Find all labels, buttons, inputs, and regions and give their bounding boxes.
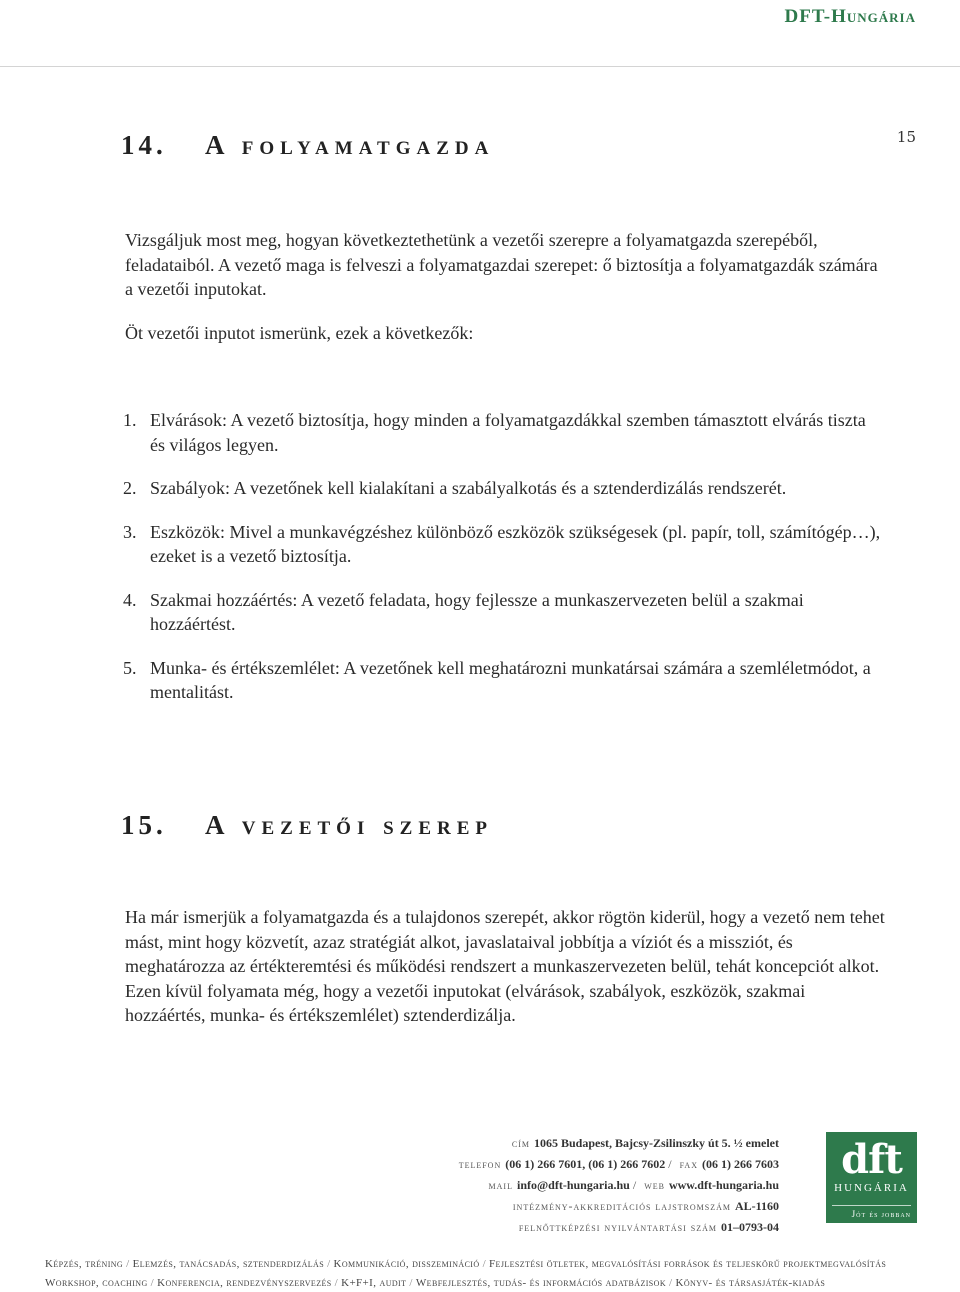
list-item-text: Eszközök: Mivel a munkavégzéshez különböző eszközök szükségesek (pl. papír, toll, számítógép…), ezeket is a vezető biztosítja. xyxy=(150,521,881,566)
list-item-text: Elvárások: A vezető biztosítja, hogy minden a folyamatgazdákkal szemben támasztott elvárás tiszta és világos legyen. xyxy=(150,410,866,455)
section-14-title: A folyamatgazda xyxy=(205,130,495,160)
list-item xyxy=(123,656,883,705)
list-item xyxy=(123,520,883,569)
section-15-title: A vezetői szerep xyxy=(205,810,494,840)
contact-registry: felnőttképzési nyilvántartási szám 01–0793-04 xyxy=(518,1220,779,1234)
list-item-number: 4. xyxy=(123,589,137,610)
inputs-list xyxy=(123,408,883,724)
page-number: 15 xyxy=(896,128,916,146)
contact-address: cím 1065 Budapest, Bajcsy-Zsilinszky út 5. ½ emelet xyxy=(511,1136,779,1150)
list-item-number: 1. xyxy=(123,410,137,430)
list-item xyxy=(123,408,883,457)
brand-name: DFT-Hungária xyxy=(784,6,916,27)
list-item-text: Szabályok: A vezetőnek kell kialakítani a szabályalkotás és a sztenderdizálás rendszerét. xyxy=(150,478,787,498)
list-item-number: 3. xyxy=(123,521,137,542)
section-15-body: Ha már ismerjük a folyamatgazda és a tulajdonos szerepét, akkor rögtön kiderül, hogy a vezető nem tehet mást, mint hogy közvetít, azaz stratégiát alkot, javaslataival jobbítja a víziót és a missziót, és meghatározza az értékteremtési és működési rendszert a munkaszervezeten belül, tehát koncepciót alkot. Ezen kívül folyamata még, hogy a vezetői inputokat (elvárások, szabályok, eszközök, szakmai hozzáértés, munka- és értékszemlélet) sztenderdizálja. xyxy=(125,907,885,1025)
header-divider xyxy=(0,66,960,67)
list-item-text: Szakmai hozzáértés: A vezető feladata, hogy fejlessze a munkaszervezeten belül a szakmai hozzáértést. xyxy=(150,589,804,634)
section-14-heading xyxy=(121,130,494,161)
footer-services-line-2: Workshop, coaching / Konferencia, rendezvényszervezés / K+F+I, audit / Webfejlesztés, tudás- és információs adatbázisok / Könyv- és társasjáték-kiadás xyxy=(45,1277,826,1289)
section-15-heading xyxy=(121,810,493,841)
section-14-lead: Öt vezetői inputot ismerünk, ezek a következők: xyxy=(125,323,474,343)
contact-mail: mail info@dft-hungaria.hu / web www.dft-hungaria.hu xyxy=(488,1178,779,1192)
contact-accreditation: intézmény-akkreditációs lajstromszám AL-1160 xyxy=(512,1199,779,1213)
list-item xyxy=(123,588,883,637)
list-item-text: Munka- és értékszemlélet: A vezetőnek kell meghatározni munkatársai számára a szemléletmódot, a mentalitást. xyxy=(150,657,871,702)
list-item xyxy=(123,476,883,501)
section-14-number: 14. xyxy=(121,130,167,160)
list-item-number: 2. xyxy=(123,478,137,498)
section-15-number: 15. xyxy=(121,810,167,840)
dft-logo: dft HUNGÁRIA Jót és jobban xyxy=(826,1132,917,1223)
contact-phone: telefon (06 1) 266 7601, (06 1) 266 7602 / fax (06 1) 266 7603 xyxy=(458,1157,779,1171)
footer-services-line-1: Képzés, tréning / Elemzés, tanácsadás, sztenderdizálás / Kommunikáció, disszemináció / Fejlesztési ötletek, megvalósítási források és teljeskörű projektmegvalósítás xyxy=(45,1258,887,1270)
contact-block xyxy=(459,1133,779,1238)
list-item-number: 5. xyxy=(123,657,137,678)
section-14-intro: Vizsgáljuk most meg, hogyan következtethetünk a vezetői szerepre a folyamatgazda szerepéből, feladataiból. A vezető maga is felveszi a folyamatgazdai szerepet: ő biztosítja a folyamatgazdák számára a vezetői inputokat. xyxy=(125,230,878,299)
